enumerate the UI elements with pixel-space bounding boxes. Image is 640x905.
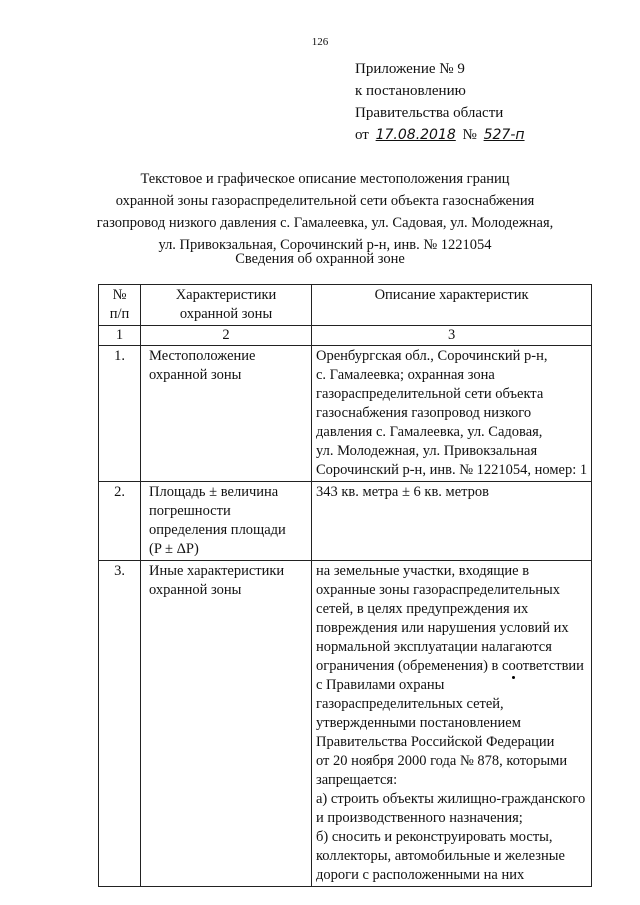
row-number: 3. [99,561,141,887]
header-characteristic-line-2: охранной зоны [179,306,273,322]
cell-line: б) сносить и реконструировать мосты, [316,829,553,845]
header-characteristic-line-1: Характеристики [175,287,277,303]
cell-line: с Правилами охраны [316,677,445,693]
cell-line: охранные зоны газораспределительных [316,582,561,598]
zone-info-table [98,284,592,887]
table-header-row [99,285,592,326]
header-characteristic [141,285,312,326]
row-number: 2. [99,482,141,561]
row-description [312,346,592,482]
column-number-row [99,326,592,346]
row-characteristic [141,561,312,887]
cell-line: сетей, в целях предупреждения их [316,601,529,617]
cell-line: (P ± ΔP) [149,541,199,557]
title-line-4: ул. Привокзальная, Сорочинский р-н, инв. № 1221054 [158,237,492,253]
cell-line: от 20 ноября 2000 года № 878, которыми [316,753,568,769]
title-line-1: Текстовое и графическое описание местоположения границ [140,171,510,187]
appendix-title: Приложение № 9 [355,61,465,77]
cell-line: нормальной эксплуатации налагаются [316,639,552,655]
cell-line: и производственного назначения; [316,810,523,826]
cell-line: утвержденными постановлением [316,715,521,731]
cell-line: 343 кв. метра ± 6 кв. метров [316,484,490,500]
appendix-line-3: Правительства области [355,105,504,121]
row-characteristic [141,482,312,561]
cell-line: дороги с расположенными на них [316,867,525,883]
column-number: 1 [99,326,141,346]
cell-line: Площадь ± величина [149,484,279,500]
cell-line: газоснабжения газопровод низкого [316,405,532,421]
table-row [99,482,592,561]
cell-line: газораспределительной сети объекта [316,386,544,402]
cell-line: с. Гамалеевка; охранная зона [316,367,495,383]
cell-line: погрешности [149,503,231,519]
table-row [99,346,592,482]
cell-line: Оренбургская обл., Сорочинский р-н, [316,348,548,364]
row-description [312,561,592,887]
cell-line: повреждения или нарушения условий их [316,620,569,636]
cell-line: газораспределительных сетей, [316,696,504,712]
number-prefix: № [462,127,477,143]
cell-line: Правительства Российской Федерации [316,734,555,750]
header-description: Описание характеристик [312,285,592,326]
appendix-date-line [355,124,528,146]
cell-line: коллекторы, автомобильные и железные [316,848,565,864]
table-row [99,561,592,887]
document-title [60,168,590,256]
header-number [99,285,141,326]
cell-line: определения площади [149,522,286,538]
cell-line: Местоположение [149,348,256,364]
cell-line: запрещается: [316,772,398,788]
title-line-2: охранной зоны газораспределительной сети объекта газоснабжения [115,193,535,209]
column-number: 3 [312,326,592,346]
row-number: 1. [99,346,141,482]
handwritten-date: 17.08.2018 [375,127,456,143]
page-number: 126 [311,36,329,48]
handwritten-number: 527-п [483,127,525,143]
row-description [312,482,592,561]
stray-mark [512,676,515,679]
cell-line: Иные характеристики [149,563,285,579]
appendix-line-2: к постановлению [355,83,466,99]
title-line-3: газопровод низкого давления с. Гамалеевка, ул. Садовая, ул. Молодежная, [96,215,554,231]
row-characteristic [141,346,312,482]
column-number: 2 [141,326,312,346]
header-number-line-2: п/п [109,306,130,322]
appendix-block [355,58,528,146]
cell-line: охранной зоны [149,582,242,598]
cell-line: ограничения (обременения) в соответствии [316,658,584,674]
header-number-line-1: № [112,287,127,303]
cell-line: а) строить объекты жилищно-гражданского [316,791,586,807]
cell-line: давления с. Гамалеевка, ул. Садовая, [316,424,543,440]
cell-line: Сорочинский р-н, инв. № 1221054, номер: 1 [316,462,588,478]
cell-line: охранной зоны [149,367,242,383]
section-subtitle: Сведения об охранной зоне [235,251,405,267]
cell-line: ул. Молодежная, ул. Привокзальная [316,443,538,459]
cell-line: на земельные участки, входящие в [316,563,530,579]
date-prefix: от [355,127,369,143]
